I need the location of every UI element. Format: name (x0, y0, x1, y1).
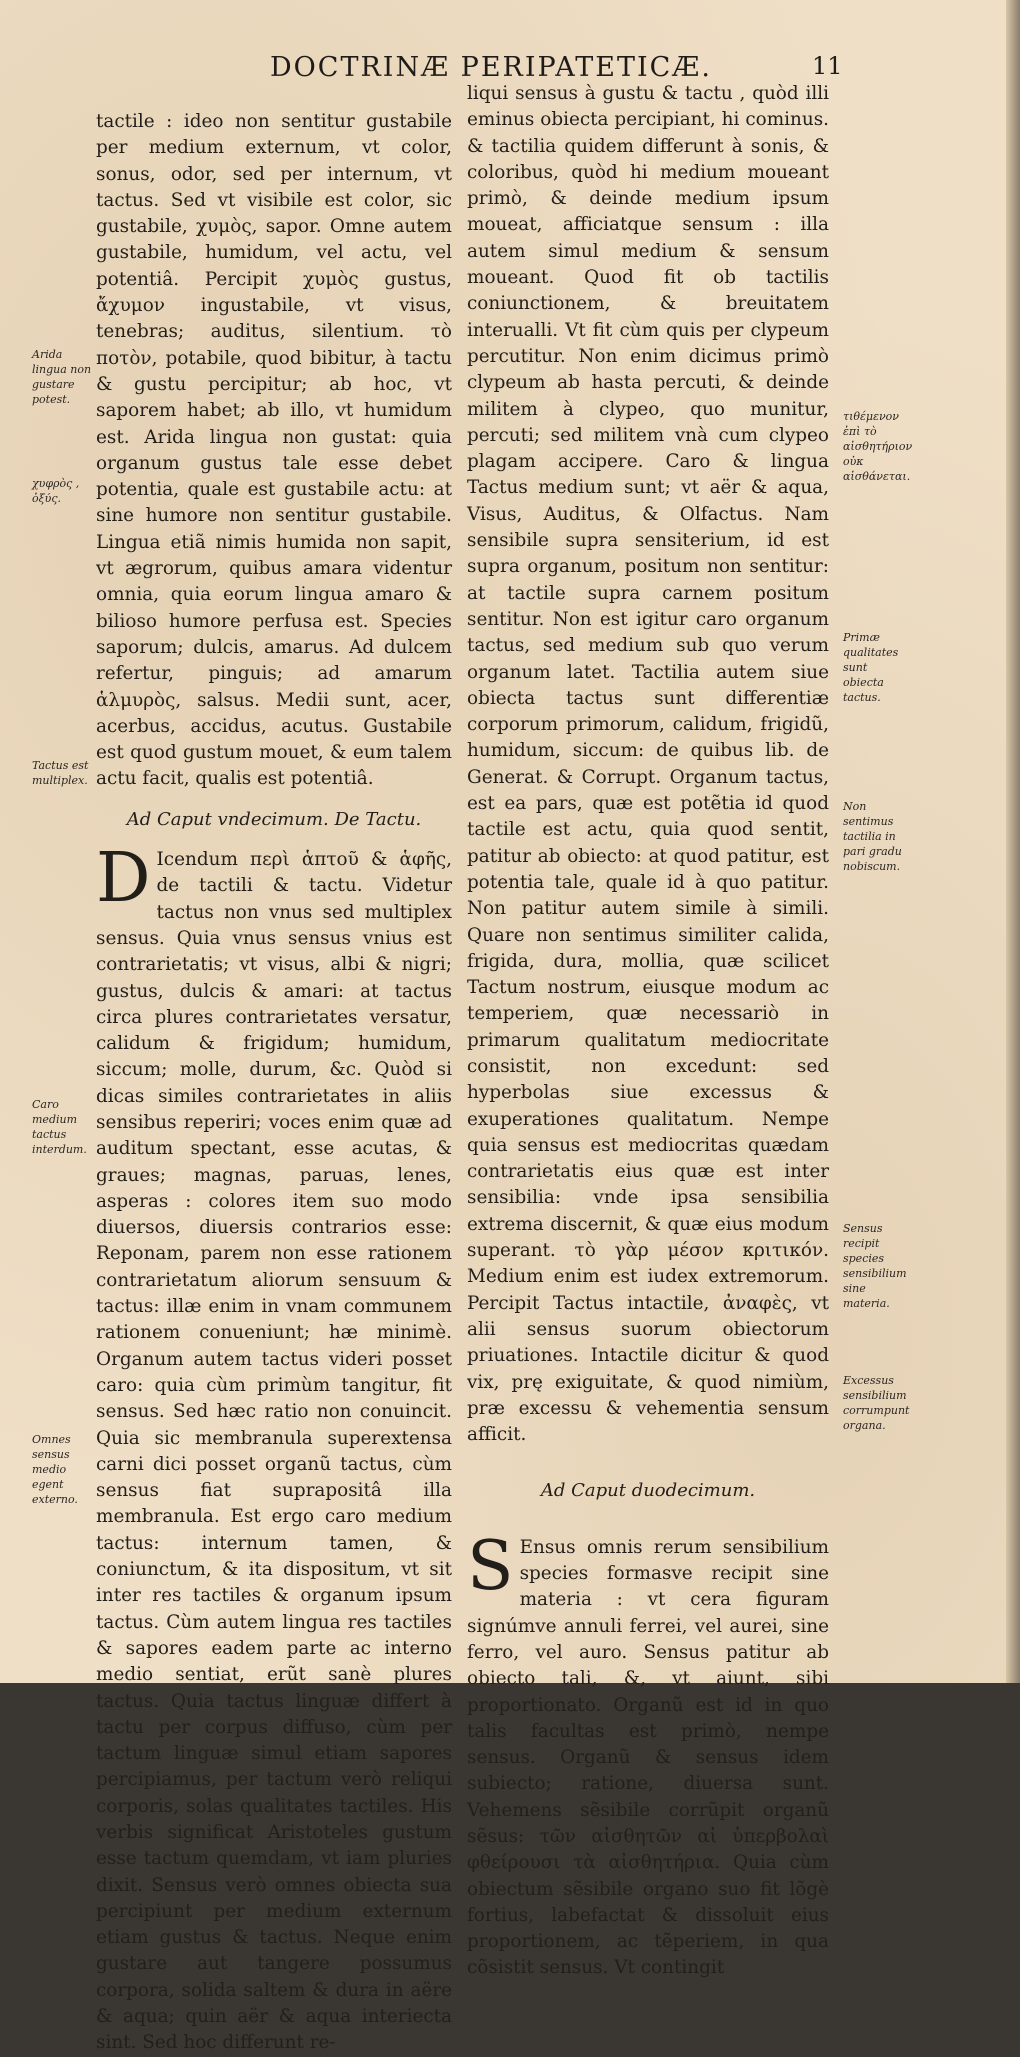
margin-note: Non sentimus tactilia in pari gradu nobiscum. (843, 800, 902, 873)
page-edge (1006, 0, 1020, 1683)
body-paragraph: liqui sensus à gustu & tactu , quòd illi eminus obiecta percipiant, hi cominus. & tactilia quidem differunt à sonis, & coloribus, quòd hi medium moueant primò, & deinde medium ipsum moueat, afficiatque sensum : illa autem simul medium & sensum moueant. Quod fit ob tactilis coniunctionem, & breuitatem interualli. Vt fit cùm quis per clypeum percutitur. Non enim dicimus primò clypeum ab hasta percuti, & deinde militem à clypeo, quo munitur, percuti; sed militem vnà cum clypeo plagam accipere. Caro & lingua Tactus medium sunt; vt aër & aqua, Visus, Auditus, & Olfactus. Nam sensibile supra sensiterium, id est supra organum, positum non sentitur: at tactile supra carnem positum sentitur. Non est igitur caro organum tactus, sed medium sub quo verum organum latet. Tactilia autem siue obiecta tactus sunt differentiæ corporum primorum, calidum, frigidũ, humidum, siccum: de quibus lib. de Generat. & Corrupt. Organum tactus, est ea pars, quæ est potẽtia id quod tactile est actu, quia quod sentit, patitur ab obiecto: at quod patitur, est potentia tale, quale id à quo patitur. Non patitur autem simile à simili. Quare non sentimus similiter calida, frigida, dura, mollia, quæ scilicet Tactum nostrum, eiusque modum ac temperiem, quæ necessariò in primarum qualitatum mediocritate consistit, non excedunt: sed hyperbolas siue excessus & exuperationes qualitatum. Nempe quia sensus est mediocritas quædam contrarietatis eius quæ est inter sensibilia: vnde ipsa sensibilia extrema discernit, & quæ eius modum superant. τὸ γὰρ μέσον κριτικόν. Medium enim est iudex extremorum. Percipit Tactus intactile, ἀναφὲς, vt alii sensus suorum obiectorum priuationes. Intactile dicitur & quod vix, prę exiguitate, & quod nimiùm, præ excessu & vehementia sensum afficit. (467, 83, 829, 1446)
body-paragraph (96, 839, 452, 2057)
margin-note: Primæ qualitates sunt obiecta tactus. (843, 631, 899, 704)
margin-note: Excessus sensibilium corrumpunt organa. (843, 1374, 910, 1432)
chapter-heading: Ad Caput vndecimum. De Tactu. (126, 808, 422, 830)
margin-note: Sensus recipit species sensibilium sine materia. (843, 1222, 907, 1310)
margin-note: Tactus est multiplex. (32, 759, 89, 787)
paragraph-text: Icendum περὶ ἁπτοῦ & ἁφῆς, de tactili & tactu. Videtur tactus non vnus sed multiplex sensus. Quia vnus sensus vnius est contrarietatis; vt visus, albi & nigri; gustus, dulcis & amari: at tactus circa plures contrarietates versatur, calidum & frigidum; humidum, siccum; molle, durum, &c. Quòd si dicas similes contrarietates in aliis sensibus reperiri; voces enim quæ ad auditum spectant, esse acutas, & graues; magnas, paruas, lenes, asperas : colores item suo modo diuersos, diuersis contrarios esse: Reponam, parem non esse rationem contrarietatum aliorum sensuum & tactus: illæ enim in vnam communem rationem conueniunt; hæ minimè. Organum autem tactus videri posset caro: quia cùm primùm tangitur, fit sensus. Sed hæc ratio non conuincit. Quia sic membranula superextensa carni dici posset organũ tactus, cùm sensus fiat suprapositâ illa membranula. Est ergo caro medium tactus: internum tamen, & coniunctum, & ita dispositum, vt sit inter res tactiles & organum ipsum tactus. Cùm autem lingua res tactiles & sapores eadem parte ac interno medio sentiat, erũt sanè plures tactus. Quia tactus linguæ differt à tactu per corpus diffuso, cùm per tactum linguæ simul etiam sapores percipiamus, per tactum verò reliqui corporis, solas qualitates tactiles. His verbis significat Aristoteles gustum esse tactum quemdam, vt iam pluries dixit. Sensus verò omnes obiecta sua percipiunt per medium externum etiam gustus & tactus. Neque enim gustare aut tangere possumus corpora, solida saltem & dura in aëre & aqua; quin aër & aqua interiecta sint. Sed hoc differunt re- (96, 849, 452, 2054)
running-header: DOCTRINÆ PERIPATETICÆ. (270, 52, 712, 83)
chapter-heading: Ad Caput duodecimum. (540, 1480, 756, 1502)
margin-note: Omnes sensus medio egent externo. (32, 1433, 78, 1506)
margin-note: Arida lingua non gustare potest. (32, 348, 92, 406)
body-paragraph: tactile : ideo non sentitur gustabile per medium externum, vt color, sonus, odor, sed per internum, vt tactus. Sed vt visibile est color, sic gustabile, χυμὸς, sapor. Omne autem gustabile, humidum, vel actu, vel potentiâ. Percipit χυμὸς gustus, ἄχυμον ingustabile, vt visus, tenebras; auditus, silentium. τὸ ποτὸν, potabile, quod bibitur, à tactu & gustu percipitur; ab hoc, vt saporem habet; ab illo, vt humidum est. Arida lingua non gustat: quia organum gustus tale esse debet potentia, quale est gustabile actu: at sine humore non sentitur gustabile. Lingua etiã nimis humida non sapit, vt ægrorum, quibus amara videntur omnia, quia eorum lingua amaro & bilioso humore perfusa est. Species saporum; dulcis, amarus. Ad dulcem refertur, pinguis; ad amarum ἁλμυρὸς, salsus. Medii sunt, acer, acerbus, accidus, acutus. Gustabile est quod gustum mouet, & eum talem actu facit, qualis est potentiâ. (96, 111, 452, 790)
right-column (467, 81, 829, 1982)
page-number: 11 (812, 52, 843, 80)
drop-cap: D (96, 839, 151, 919)
body-paragraph (467, 1526, 829, 1982)
drop-cap: S (467, 1526, 514, 1606)
margin-note: χυφρὸς , ὀξύς. (32, 477, 80, 505)
margin-note: τιθέμενον ἐπὶ τὸ αἰσθητήριον οὐκ αἰσθάνεται. (843, 410, 913, 483)
left-column (96, 109, 452, 2057)
margin-note: Caro medium tactus interdum. (32, 1098, 87, 1156)
paragraph-text: Ensus omnis rerum sensibilium species formasve recipit sine materia : vt cera figuram signúmve annuli ferrei, vel aurei, sine ferro, vel auro. Sensus patitur ab obiecto tali, &, vt aiunt, sibi proportionato. Organũ est id in quo talis facultas est primò, nempe sensus. Organũ & sensus idem subiecto; ratione, diuersa sunt. Vehemens sẽsibile corrũpit organũ sẽsus: τῶν αἰσθητῶν αἱ ὑπερβολαὶ φθείρουσι τὰ αἰσθητήρια. Quia cùm obiectum sẽsibile organo suo fit lõgè fortius, labefactat & dissoluit eius proportionem, ac tẽperiem, in qua cõsistit sensus. Vt contingit (467, 1536, 829, 1979)
